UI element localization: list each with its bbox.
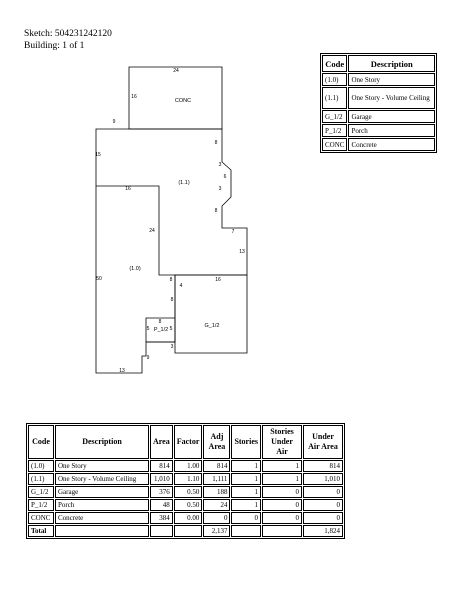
col-stories-under-air: Stories Under Air xyxy=(262,425,302,459)
dim-label: 13 xyxy=(119,368,125,374)
dim-label: 5 xyxy=(169,326,173,332)
legend-code: P_1/2 xyxy=(322,124,347,137)
cell-under-air-area: 1,010 xyxy=(303,473,343,485)
cell-description: One Story - Volume Ceiling xyxy=(55,473,149,485)
dim-label: 8 xyxy=(170,297,174,303)
area-label-concrete: CONC xyxy=(174,98,192,104)
dim-label: 24 xyxy=(173,68,179,74)
cell-under-air-area: 0 xyxy=(303,486,343,498)
main-house-outline xyxy=(96,129,247,373)
dim-label: 8 xyxy=(214,140,218,146)
cell-code: (1.0) xyxy=(28,460,54,472)
cell-description: Porch xyxy=(55,499,149,511)
cell-stories-under-air: 0 xyxy=(262,486,302,498)
cell-factor: 1.10 xyxy=(174,473,203,485)
dim-label: 3 xyxy=(218,162,222,168)
legend-description: Porch xyxy=(348,124,435,137)
area-label-garage: G_1/2 xyxy=(204,323,220,329)
volume-ceiling-divider xyxy=(96,186,175,275)
dim-label: 16 xyxy=(215,277,221,283)
area-table xyxy=(26,423,345,539)
cell-area: 384 xyxy=(150,512,173,524)
cell-factor: 0.50 xyxy=(174,486,203,498)
table-row xyxy=(28,486,343,498)
cell-stories: 1 xyxy=(231,486,261,498)
dim-label: 9 xyxy=(112,119,116,125)
cell-code: (1.1) xyxy=(28,473,54,485)
cell-factor: 0.00 xyxy=(174,512,203,524)
dim-label: 50 xyxy=(96,276,102,282)
cell-stories-under-air: 1 xyxy=(262,473,302,485)
empty-cell xyxy=(55,525,149,537)
legend-description: Garage xyxy=(348,110,435,123)
cell-stories-under-air: 0 xyxy=(262,512,302,524)
table-row xyxy=(28,460,343,472)
cell-description: Garage xyxy=(55,486,149,498)
col-description: Description xyxy=(55,425,149,459)
table-row xyxy=(28,499,343,511)
col-area: Area xyxy=(150,425,173,459)
dim-label: 6 xyxy=(223,174,227,180)
cell-factor: 1.00 xyxy=(174,460,203,472)
col-factor: Factor xyxy=(174,425,203,459)
empty-cell xyxy=(150,525,173,537)
area-header-row xyxy=(28,425,343,459)
empty-cell xyxy=(231,525,261,537)
garage-outline xyxy=(175,275,247,353)
cell-adj-area: 188 xyxy=(203,486,230,498)
cell-factor: 0.50 xyxy=(174,499,203,511)
empty-cell xyxy=(262,525,302,537)
dim-label: 3 xyxy=(218,186,222,192)
dim-label: 7 xyxy=(231,229,235,235)
dim-label: 16 xyxy=(131,94,137,100)
cell-stories-under-air: 1 xyxy=(262,460,302,472)
dim-label: 24 xyxy=(149,228,155,234)
area-label-one-story: (1.0) xyxy=(129,266,141,272)
col-under-air-area: Under Air Area xyxy=(303,425,343,459)
cell-description: Concrete xyxy=(55,512,149,524)
legend-code: G_1/2 xyxy=(322,110,347,123)
table-row xyxy=(28,512,343,524)
total-under-air-area: 1,824 xyxy=(303,525,343,537)
cell-description: One Story xyxy=(55,460,149,472)
legend-code: CONC xyxy=(322,138,347,151)
col-stories: Stories xyxy=(231,425,261,459)
dim-label: 13 xyxy=(239,249,245,255)
cell-adj-area: 814 xyxy=(203,460,230,472)
legend-description: One Story xyxy=(348,73,435,86)
cell-adj-area: 0 xyxy=(203,512,230,524)
cell-under-air-area: 0 xyxy=(303,499,343,511)
cell-stories: 1 xyxy=(231,499,261,511)
cell-adj-area: 1,111 xyxy=(203,473,230,485)
cell-code: CONC xyxy=(28,512,54,524)
cell-stories: 0 xyxy=(231,512,261,524)
cell-under-air-area: 814 xyxy=(303,460,343,472)
cell-adj-area: 24 xyxy=(203,499,230,511)
total-row xyxy=(28,525,343,537)
total-label: Total xyxy=(28,525,54,537)
col-adj-area: Adj Area xyxy=(203,425,230,459)
cell-area: 48 xyxy=(150,499,173,511)
dim-label: 4 xyxy=(179,283,183,289)
dim-label: 8 xyxy=(158,319,162,325)
cell-stories-under-air: 0 xyxy=(262,499,302,511)
cell-under-air-area: 0 xyxy=(303,512,343,524)
cell-code: G_1/2 xyxy=(28,486,54,498)
empty-cell xyxy=(174,525,203,537)
legend-code: (1.0) xyxy=(322,73,347,86)
dim-label: 9 xyxy=(146,355,150,361)
dim-label: 15 xyxy=(95,152,101,158)
cell-stories: 1 xyxy=(231,473,261,485)
dim-label: 5 xyxy=(146,326,150,332)
dim-label: 8 xyxy=(214,208,218,214)
legend-description: Concrete xyxy=(348,138,435,151)
legend-code-header: Code xyxy=(322,55,347,72)
area-label-porch: P_1/2 xyxy=(153,327,169,333)
legend-description-header: Description xyxy=(348,55,435,72)
cell-area: 376 xyxy=(150,486,173,498)
area-label-volume-ceiling: (1.1) xyxy=(178,180,190,186)
table-row xyxy=(28,473,343,485)
total-adj-area: 2,137 xyxy=(203,525,230,537)
legend-description: One Story - Volume Ceiling xyxy=(348,87,435,109)
building-count: Building: 1 of 1 xyxy=(24,41,85,51)
cell-stories: 1 xyxy=(231,460,261,472)
sketch-id: Sketch: 504231242120 xyxy=(24,29,112,39)
col-code: Code xyxy=(28,425,54,459)
dim-label: 8 xyxy=(169,277,173,283)
dim-label: 3 xyxy=(170,344,174,350)
cell-area: 1,010 xyxy=(150,473,173,485)
legend-code: (1.1) xyxy=(322,87,347,109)
cell-code: P_1/2 xyxy=(28,499,54,511)
cell-area: 814 xyxy=(150,460,173,472)
dim-label: 16 xyxy=(125,186,131,192)
